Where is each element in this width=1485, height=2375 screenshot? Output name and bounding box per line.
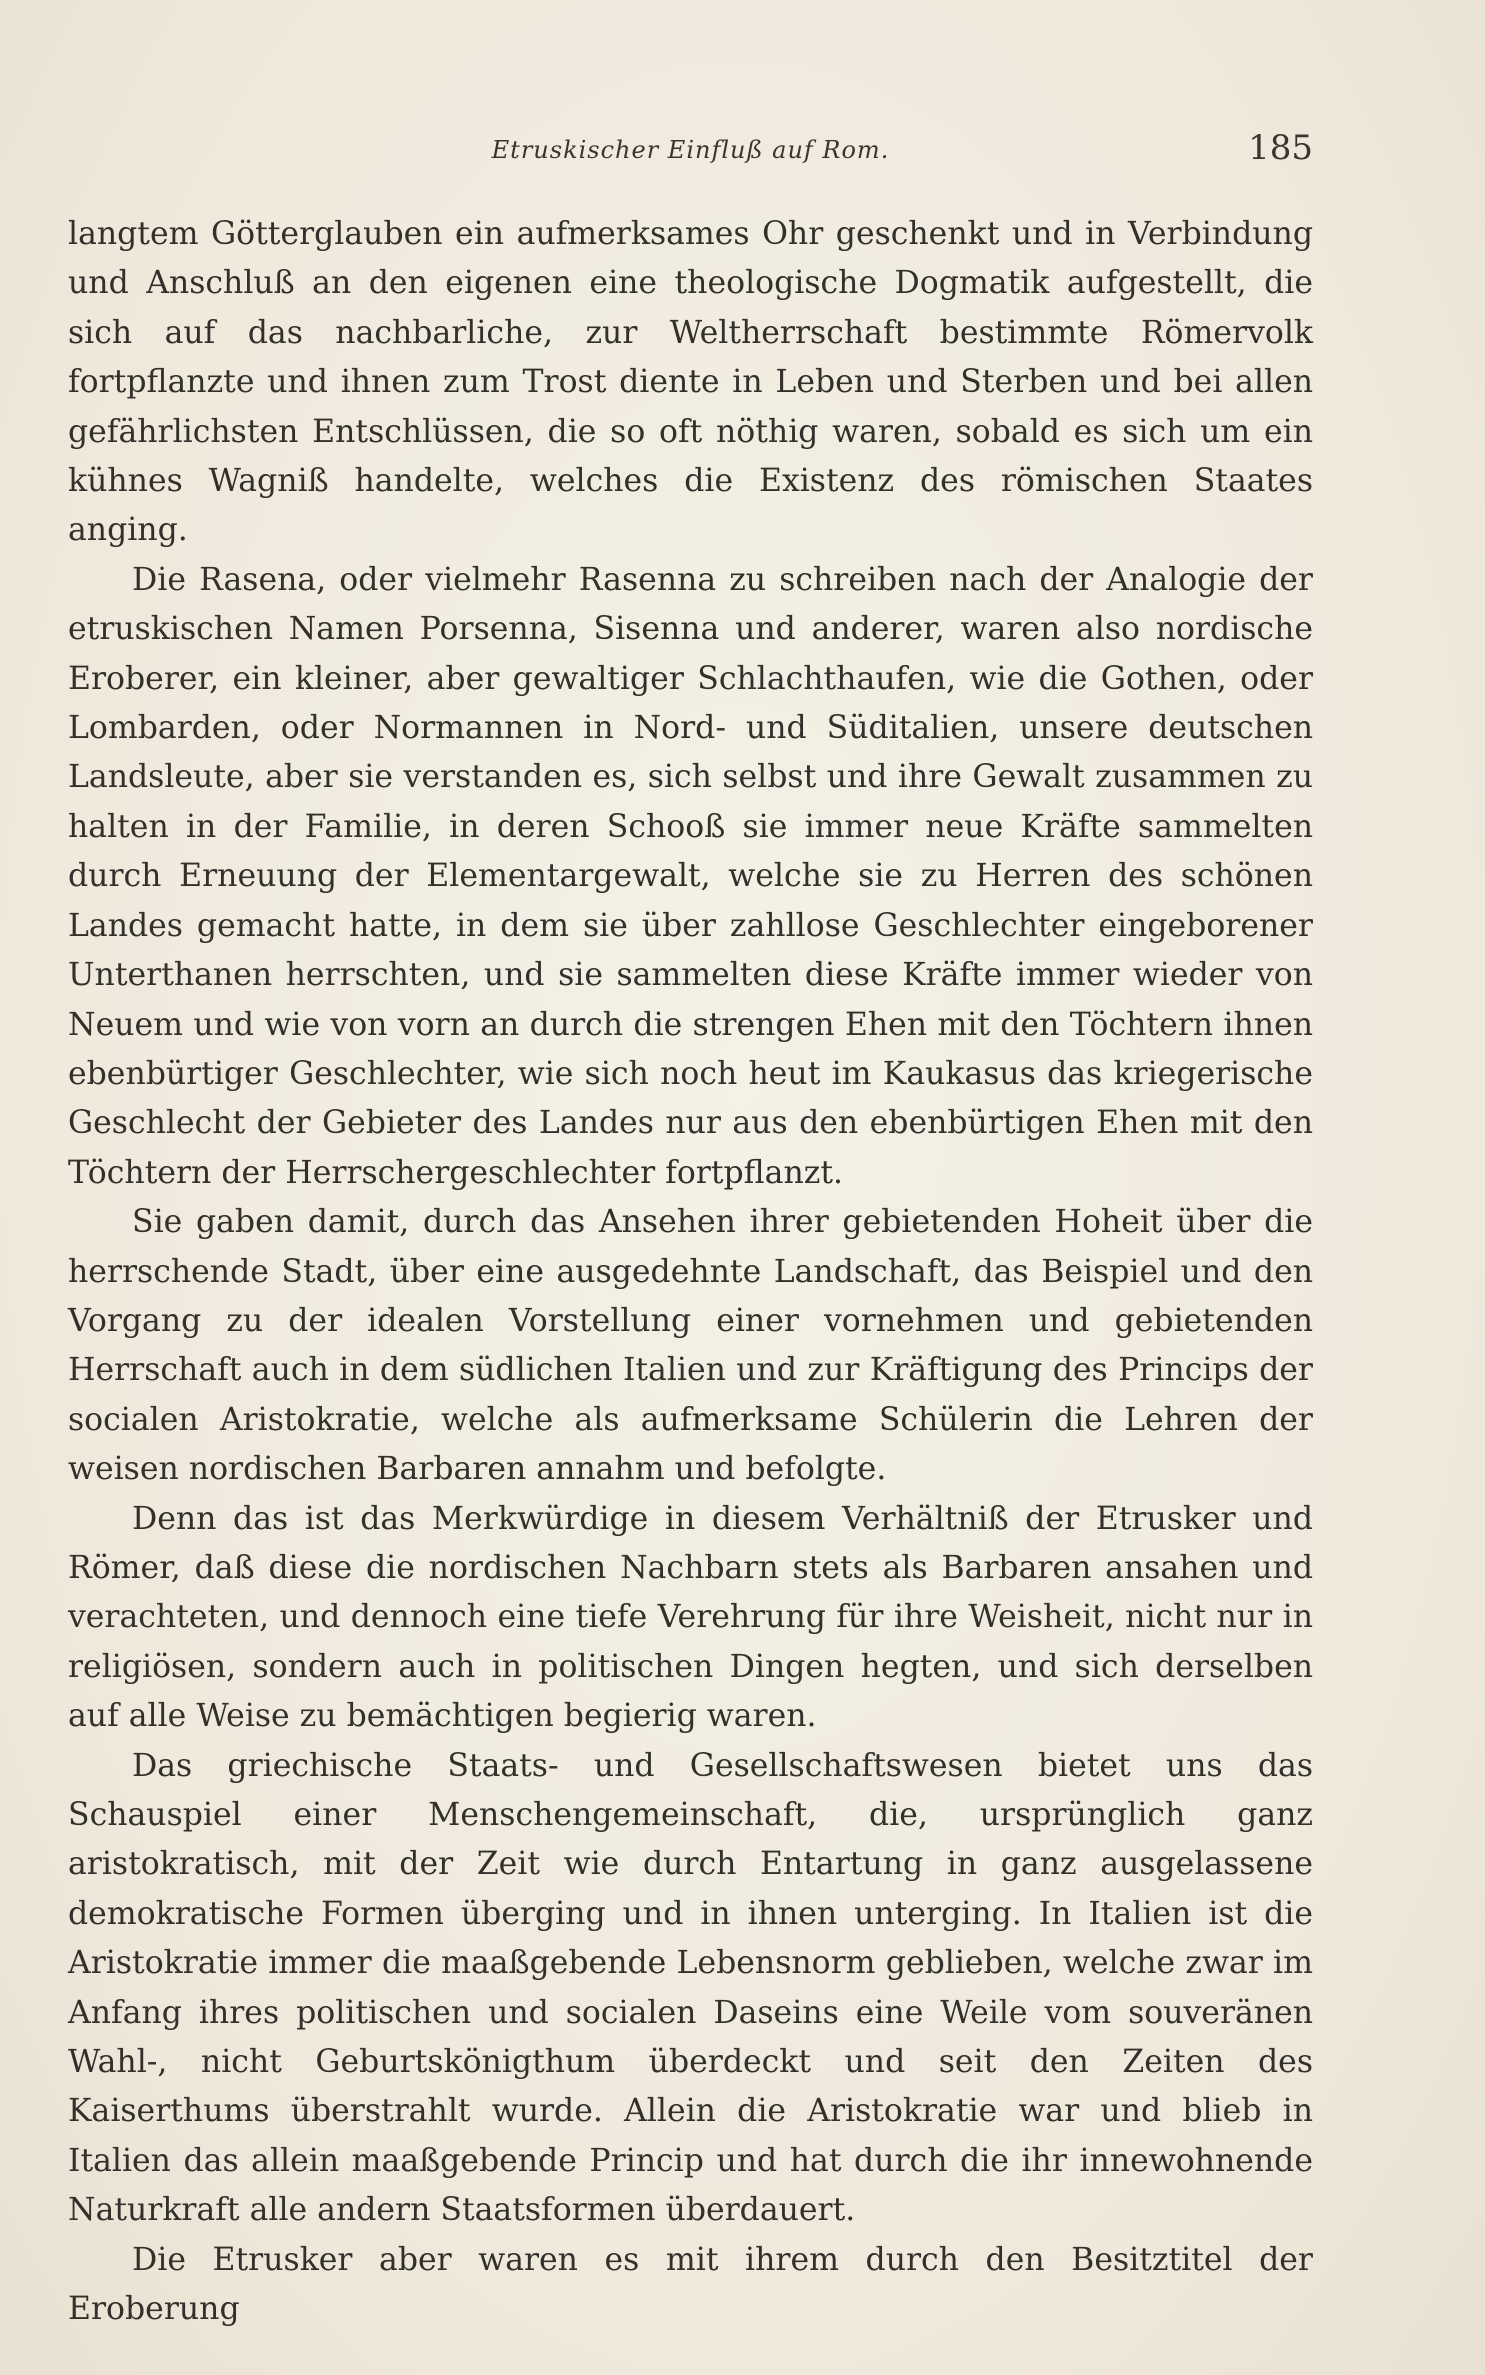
paragraph: Die Etrusker aber waren es mit ihrem durch den Besitztitel der Eroberung	[68, 2241, 1313, 2328]
body-text	[68, 210, 1313, 2334]
paragraph: Sie gaben damit, durch das Ansehen ihrer gebietenden Hoheit über die herrschende Stadt, über eine ausgedehnte Landschaft, das Beispiel und den Vorgang zu der idealen Vorstellung einer vornehmen und gebietenden Herrschaft auch in dem südlichen Italien und zur Kräftigung des Princips der socialen Aristokratie, welche als aufmerksame Schülerin die Lehren der weisen nordischen Barbaren annahm und befolgte.	[68, 1204, 1313, 1488]
paragraph: Denn das ist das Merkwürdige in diesem Verhältniß der Etrusker und Römer, daß diese die nordischen Nachbarn stets als Barbaren ansahen und verachteten, und dennoch eine tiefe Verehrung für ihre Weisheit, nicht nur in religiösen, sondern auch in politischen Dingen hegten, und sich derselben auf alle Weise zu bemächtigen begierig waren.	[68, 1500, 1313, 1735]
running-head: Etruskischer Einfluß auf Rom.	[491, 136, 890, 164]
paragraph: Die Rasena, oder vielmehr Rasenna zu schreiben nach der Analogie der etruskischen Namen Porsenna, Sisenna und anderer, waren also nordische Eroberer, ein kleiner, aber gewaltiger Schlachthaufen, wie die Gothen, oder Lombarden, oder Normannen in Nord- und Süditalien, unsere deutschen Landsleute, aber sie verstanden es, sich selbst und ihre Gewalt zusammen zu halten in der Familie, in deren Schooß sie immer neue Kräfte sammelten durch Erneuung der Elementargewalt, welche sie zu Herren des schönen Landes gemacht hatte, in dem sie über zahllose Geschlechter eingeborener Unterthanen herrschten, und sie sammelten diese Kräfte immer wieder von Neuem und wie von vorn an durch die strengen Ehen mit den Töchtern ihnen ebenbürtiger Geschlechter, wie sich noch heut im Kaukasus das kriegerische Geschlecht der Gebieter des Landes nur aus den ebenbürtigen Ehen mit den Töchtern der Herrschergeschlechter fortpflanzt.	[68, 561, 1313, 1191]
paragraph: langtem Götterglauben ein aufmerksames Ohr geschenkt und in Verbindung und Anschluß an den eigenen eine theologische Dogmatik aufgestellt, die sich auf das nachbarliche, zur Weltherrschaft bestimmte Römervolk fortpflanzte und ihnen zum Trost diente in Leben und Sterben und bei allen gefährlichsten Entschlüssen, die so oft nöthig waren, sobald es sich um ein kühnes Wagniß handelte, welches die Existenz des römischen Staates anging.	[68, 216, 1313, 549]
page-number: 185	[1248, 128, 1313, 168]
page-header	[68, 128, 1313, 178]
paragraph: Das griechische Staats- und Gesellschaftswesen bietet uns das Schauspiel einer Menschengemeinschaft, die, ursprünglich ganz aristokratisch, mit der Zeit wie durch Entartung in ganz ausgelassene demokratische Formen überging und in ihnen unterging. In Italien ist die Aristokratie immer die maaßgebende Lebensnorm geblieben, welche zwar im Anfang ihres politischen und socialen Daseins eine Weile vom souveränen Wahl-, nicht Geburtskönigthum überdeckt und seit den Zeiten des Kaiserthums überstrahlt wurde. Allein die Aristokratie war und blieb in Italien das allein maaßgebende Princip und hat durch die ihr innewohnende Naturkraft alle andern Staatsformen überdauert.	[68, 1747, 1313, 2229]
